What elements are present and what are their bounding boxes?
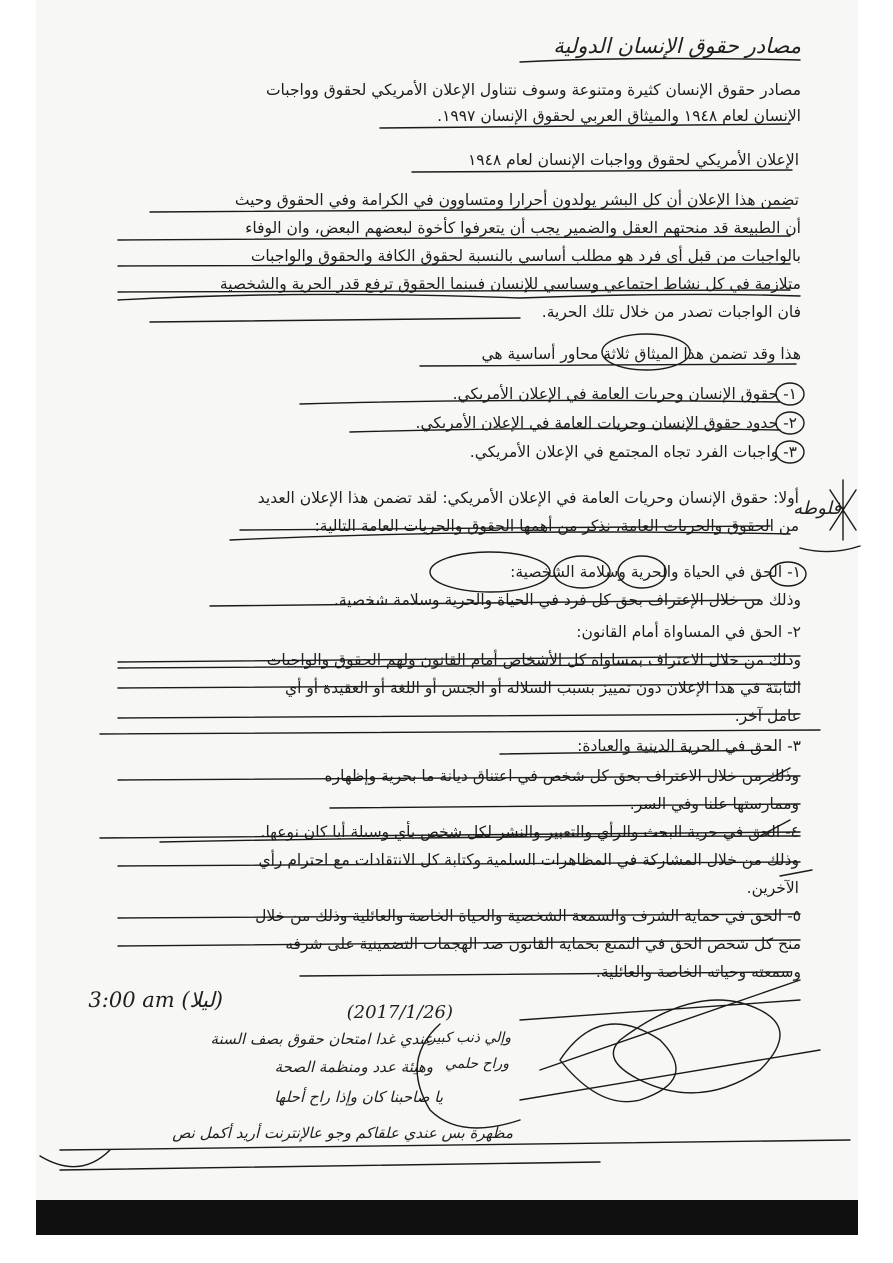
text-line: وذلك من خلال الإعتراف بحق كل فرد في الحياة والحرية وسلامة شخصية. [333,591,801,609]
handwritten-note: عندي غدا امتحان حقوق بصف السنة [210,1030,433,1048]
text-line: مصادر حقوق الإنسان كثيرة ومتنوعة وسوف نتناول الإعلان الأمريكي لحقوق وواجبات [265,81,801,99]
section-heading: الإعلان الأمريكي لحقوق وواجبات الإنسان لعام ١٩٤٨ [467,151,799,169]
text-line: وذلك من خلال المشاركة في المظاهرات السلمية وكتابة كل الانتقادات مع احترام رأي [258,851,799,869]
handwritten-time-note: 3:00 am (ليلا) [88,988,223,1012]
text-line: وممارستها علنا وفي السر. [629,795,799,813]
section-heading: هذا وقد تضمن هذا الميثاق ثلاثة محاور أساسية هي [481,345,801,363]
handwritten-note: وإلي ذنب كبير [428,1030,511,1046]
text-line: فان الواجبات تصدر من خلال تلك الحرية. [541,303,801,321]
handwritten-date-note: (2017/1/26) [346,1002,453,1023]
text-line: أن الطبيعة قد منحتهم العقل والضمير يجب أن يتعرفوا كأخوة لبعضهم البعض، وان الوفاء [245,219,801,237]
section-heading: أولا: حقوق الإنسان وحريات العامة في الإعلان الأمريكي: لقد تضمن هذا الإعلان العديد [257,489,799,507]
text-line: تضمن هذا الإعلان أن كل البشر يولدون أحرارا ومتساوون في الكرامة وفي الحقوق وحيث [234,191,799,209]
list-item: ٣- الحق في الحرية الدينية والعبادة: [577,737,801,755]
list-item: ١- الحق في الحياة والحرية وسلامة الشخصية: [510,563,801,581]
handwritten-margin-note: فلوطه [793,498,841,519]
list-item: ٢- حدود حقوق الإنسان وحريات العامة في الإعلان الأمريكي. [415,414,797,432]
list-item: ٣- واجبات الفرد تجاه المجتمع في الإعلان الأمريكي. [469,443,797,461]
list-item: ٥- الحق في حماية الشرف والسمعة الشخصية والحياة الخاصة والعائلية وذلك من خلال [255,907,801,925]
text-line: من الحقوق والحريات العامة، نذكر من أهمها الحقوق والحريات العامة التالية: [314,517,799,535]
text-line: الإنسان لعام ١٩٤٨ والميثاق العربي لحقوق الإنسان ١٩٩٧. [437,107,801,125]
text-line: متلازمة في كل نشاط اجتماعي وسياسي للإنسان فبينما الحقوق ترفع قدر الحرية والشخصية [219,275,801,293]
text-line: وسمعته وحياته الخاصة والعائلية. [595,963,801,981]
handwritten-note: وهيئة عدد ومنظمة الصحة [274,1058,433,1076]
text-line: الثابتة في هذا الإعلان دون تمييز بسبب السلالة أو الجنس أو اللغة أو العقيدة أو أي [284,679,801,697]
text-line: منح كل شخص الحق في التمتع بحماية القانون ضد الهجمات التضمينية على شرفه [285,935,801,953]
text-line: بالواجبات من قبل أي فرد هو مطلب أساسي بالنسبة لحقوق الكافة والحقوق والواجبات [250,247,801,265]
page-title: مصادر حقوق الإنسان الدولية [553,34,801,58]
handwritten-note: مظهرة بس عندي علقاكم وجو عالإنترنت أريد أكمل نص [172,1124,513,1142]
text-line: الآخرين. [746,879,799,897]
text-line: وذلك من خلال الاعتراف بمساواة كل الأشخاص أمام القانون ولهم الحقوق والواجبات [266,651,801,669]
list-item: ٤- الحق في حرية البحث والرأي والتعبير والنشر لكل شخص بأي وسيلة أيا كان نوعها. [260,823,799,841]
text-line: وذلك من خلال الاعتراف بحق كل شخص في اعتناق ديانة ما بحرية وإظهاره [324,767,799,785]
handwritten-note: وراح حلمي [445,1056,509,1072]
text-line: عامل آخر. [734,707,801,725]
list-item: ٢- الحق في المساواة أمام القانون: [576,623,801,641]
handwritten-note: يا صاحبنا كان وإذا راح أحلها [274,1088,443,1106]
list-item: ١- حقوق الإنسان وحريات العامة في الإعلان الأمريكي. [452,385,797,403]
